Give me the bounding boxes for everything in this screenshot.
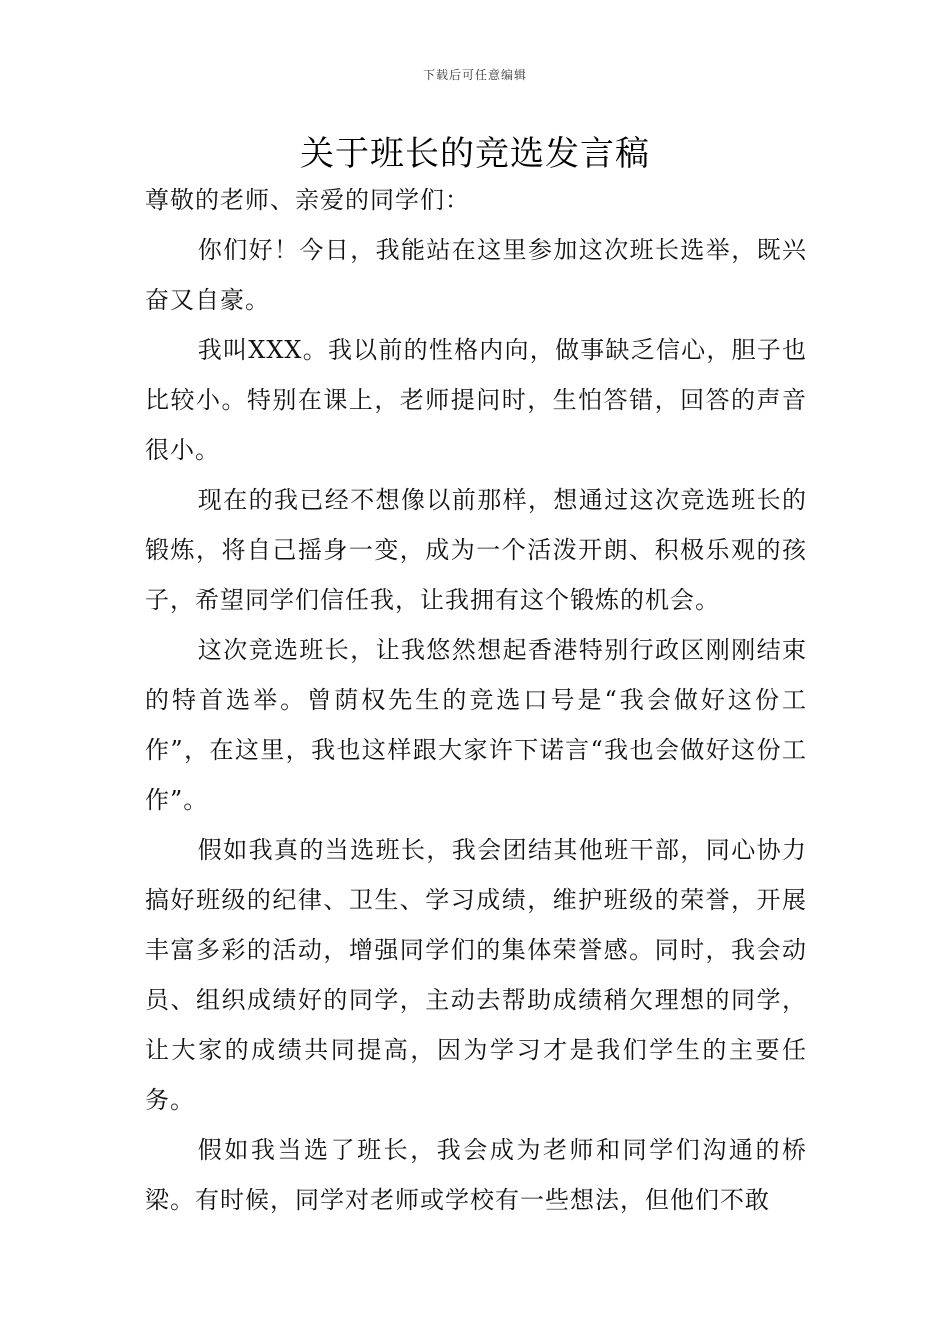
paragraph: 假如我真的当选班长，我会团结其他班干部，同心协力搞好班级的纪律、卫生、学习成绩，维护班级的荣誉，开展丰富多彩的活动，增强同学们的集体荣誉感。同时，我会动员、组织成绩好的同学，主动去帮助成绩稍欠理想的同学，让大家的成绩共同提高，因为学习才是我们学生的主要任务。 xyxy=(145,836,807,1114)
document-body xyxy=(145,175,807,1225)
paragraph: 现在的我已经不想像以前那样，想通过这次竞选班长的锻炼，将自己摇身一变，成为一个活泼开朗、积极乐观的孩子，希望同学们信任我，让我拥有这个锻炼的机会。 xyxy=(145,486,807,614)
paragraph: 你们好！今日，我能站在这里参加这次班长选举，既兴奋又自豪。 xyxy=(145,236,807,314)
paragraph: 假如我当选了班长，我会成为老师和同学们沟通的桥梁。有时候，同学对老师或学校有一些想法，但他们不敢 xyxy=(145,1136,807,1214)
paragraph: 这次竞选班长，让我悠然想起香港特别行政区刚刚结束的特首选举。曾荫权先生的竞选口号是“我会做好这份工作”，在这里，我也这样跟大家许下诺言“我也会做好这份工作”。 xyxy=(145,636,807,814)
paragraph: 我叫XXX。我以前的性格内向，做事缺乏信心，胆子也比较小。特别在课上，老师提问时，生怕答错，回答的声音很小。 xyxy=(145,336,807,464)
document-title: 关于班长的竞选发言稿 xyxy=(300,134,650,174)
salutation: 尊敬的老师、亲爱的同学们： xyxy=(145,186,470,214)
header-note: 下载后可任意编辑 xyxy=(422,68,527,82)
